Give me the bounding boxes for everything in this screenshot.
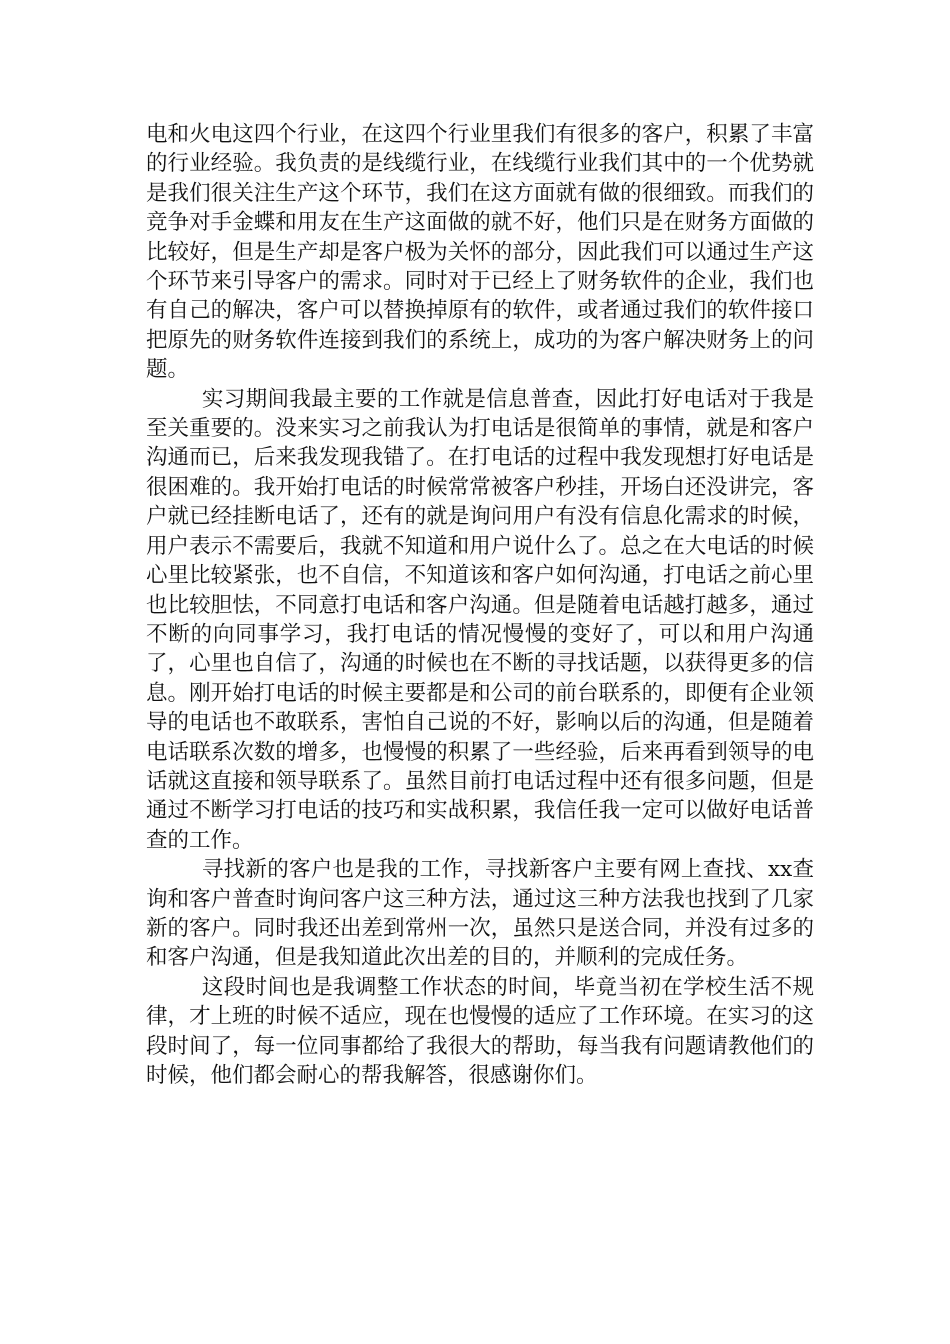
paragraph-work-adjustment: 这段时间也是我调整工作状态的时间，毕竟当初在学校生活不规律，才上班的时候不适应，现在也慢慢的适应了工作环境。在实习的这段时间了，每一位同事都给了我很大的帮助，每当我有问题请教他们的时候，他们都会耐心的帮我解答，很感谢你们。 — [146, 974, 814, 1088]
paragraph-industry-experience: 电和火电这四个行业，在这四个行业里我们有很多的客户，积累了丰富的行业经验。我负责的是线缆行业，在线缆行业我们其中的一个优势就是我们很关注生产这个环节，我们在这方面就有做的很细致。而我们的竞争对手金蝶和用友在生产这面做的就不好，他们只是在财务方面做的比较好，但是生产却是客户极为关怀的部分，因此我们可以通过生产这个环节来引导客户的需求。同时对于已经上了财务软件的企业，我们也有自己的解决，客户可以替换掉原有的软件，或者通过我们的软件接口把原先的财务软件连接到我们的系统上，成功的为客户解决财务上的问题。 — [146, 122, 814, 383]
document-page — [146, 120, 814, 1090]
paragraph-phone-survey: 实习期间我最主要的工作就是信息普查，因此打好电话对于我是至关重要的。没来实习之前我认为打电话是很简单的事情，就是和客户沟通而已，后来我发现我错了。在打电话的过程中我发现想打好电话是很困难的。我开始打电话的时候常常被客户秒挂，开场白还没讲完，客户就已经挂断电话了，还有的就是询问用户有没有信息化需求的时候，用户表示不需要后，我就不知道和用户说什么了。总之在大电话的时候心里比较紧张，也不自信，不知道该和客户如何沟通，打电话之前心里也比较胆怯，不同意打电话和客户沟通。但是随着电话越打越多，通过不断的向同事学习，我打电话的情况慢慢的变好了，可以和用户沟通了，心里也自信了，沟通的时候也在不断的寻找话题，以获得更多的信息。刚开始打电话的时候主要都是和公司的前台联系的，即便有企业领导的电话也不敢联系，害怕自己说的不好，影响以后的沟通，但是随着电话联系次数的增多，也慢慢的积累了一些经验，后来再看到领导的电话就这直接和领导联系了。虽然目前打电话过程中还有很多问题，但是通过不断学习打电话的技巧和实战积累，我信任我一定可以做好电话普查的工作。 — [146, 386, 814, 853]
paragraph-new-customers: 寻找新的客户也是我的工作，寻找新客户主要有网上查找、xx查询和客户普查时询问客户这三种方法，通过这三种方法我也找到了几家新的客户。同时我还出差到常州一次，虽然只是送合同，并没有过多的和客户沟通，但是我知道此次出差的目的，并顺利的完成任务。 — [146, 857, 814, 971]
